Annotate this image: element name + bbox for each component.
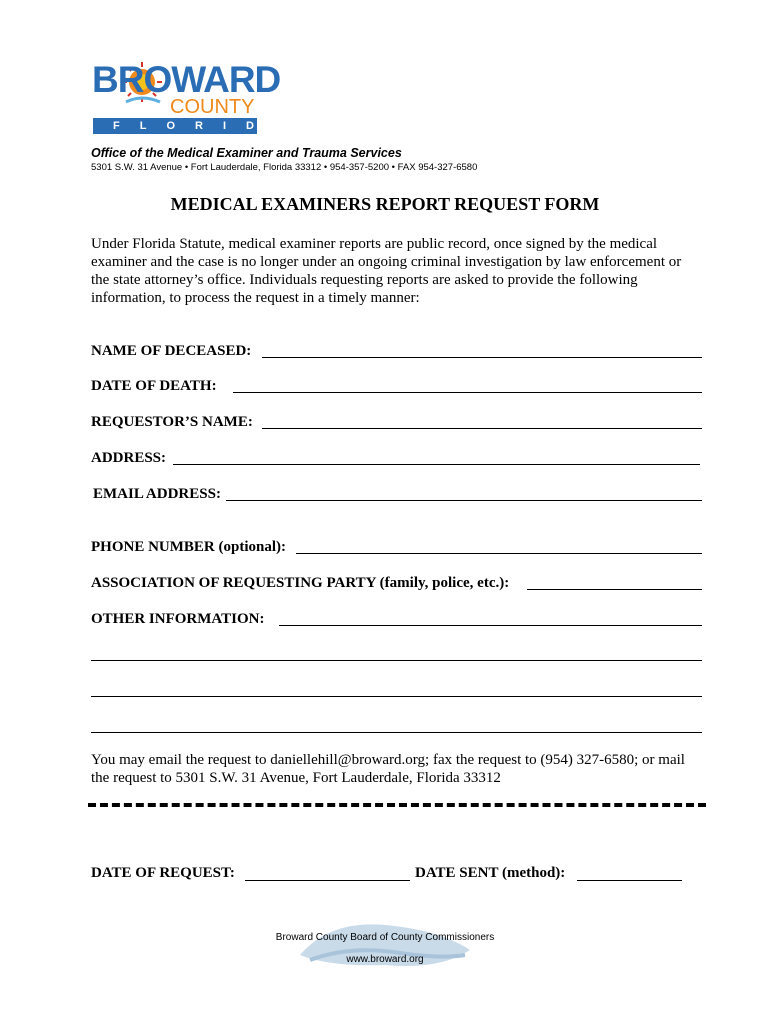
date-request-label: DATE OF REQUEST: — [91, 865, 235, 881]
office-title: Office of the Medical Examiner and Trauma Services — [91, 146, 402, 160]
deceased-label: NAME OF DECEASED: — [91, 343, 252, 359]
date-request-field[interactable] — [245, 880, 410, 881]
phone-label: PHONE NUMBER (optional): — [91, 539, 286, 555]
email-field[interactable] — [226, 500, 702, 501]
other-info-line-4[interactable] — [91, 732, 702, 733]
intro-paragraph: Under Florida Statute, medical examiner reports are public record, once signed by the medical examiner and the case is no longer under an ongoing criminal investigation by law enforcement or the state attorney’s office. Individuals requesting reports are asked to provide the following information, to process the request in a timely manner: — [91, 236, 682, 306]
other-info-label: OTHER INFORMATION: — [91, 611, 265, 627]
date-sent-label: DATE SENT (method): — [415, 865, 566, 881]
address-label: ADDRESS: — [91, 450, 167, 466]
other-info-field[interactable] — [279, 625, 702, 626]
requestor-field[interactable] — [262, 428, 702, 429]
website-link[interactable]: www.broward.org — [346, 954, 424, 965]
logo-word-florida: FLORIDA — [93, 118, 257, 134]
requestor-label: REQUESTOR’S NAME: — [91, 414, 253, 430]
death-date-label: DATE OF DEATH: — [91, 378, 217, 394]
address-field[interactable] — [173, 464, 700, 465]
email-label: EMAIL ADDRESS: — [93, 486, 221, 502]
office-address: 5301 S.W. 31 Avenue • Fort Lauderdale, Florida 33312 • 954-357-5200 • FAX 954-327-6580 — [91, 162, 478, 173]
association-field[interactable] — [527, 589, 702, 590]
logo-word-broward: BROWARD — [92, 59, 281, 100]
cut-line-divider — [88, 803, 706, 807]
other-info-line-2[interactable] — [91, 660, 702, 661]
association-label: ASSOCIATION OF REQUESTING PARTY (family, police, etc.): — [91, 575, 510, 591]
date-sent-field[interactable] — [577, 880, 682, 881]
form-title: MEDICAL EXAMINERS REPORT REQUEST FORM — [170, 194, 600, 214]
board-name: Broward County Board of County Commissioners — [275, 932, 495, 943]
submission-instructions: You may email the request to daniellehill@broward.org; fax the request to (954) 327-6580; or mail the request to 5301 S.W. 31 Avenue, Fort Lauderdale, Florida 33312 — [91, 752, 685, 786]
death-date-field[interactable] — [233, 392, 702, 393]
logo-word-county: COUNTY — [170, 96, 255, 118]
deceased-field[interactable] — [262, 357, 702, 358]
phone-field[interactable] — [296, 553, 702, 554]
other-info-line-3[interactable] — [91, 696, 702, 697]
